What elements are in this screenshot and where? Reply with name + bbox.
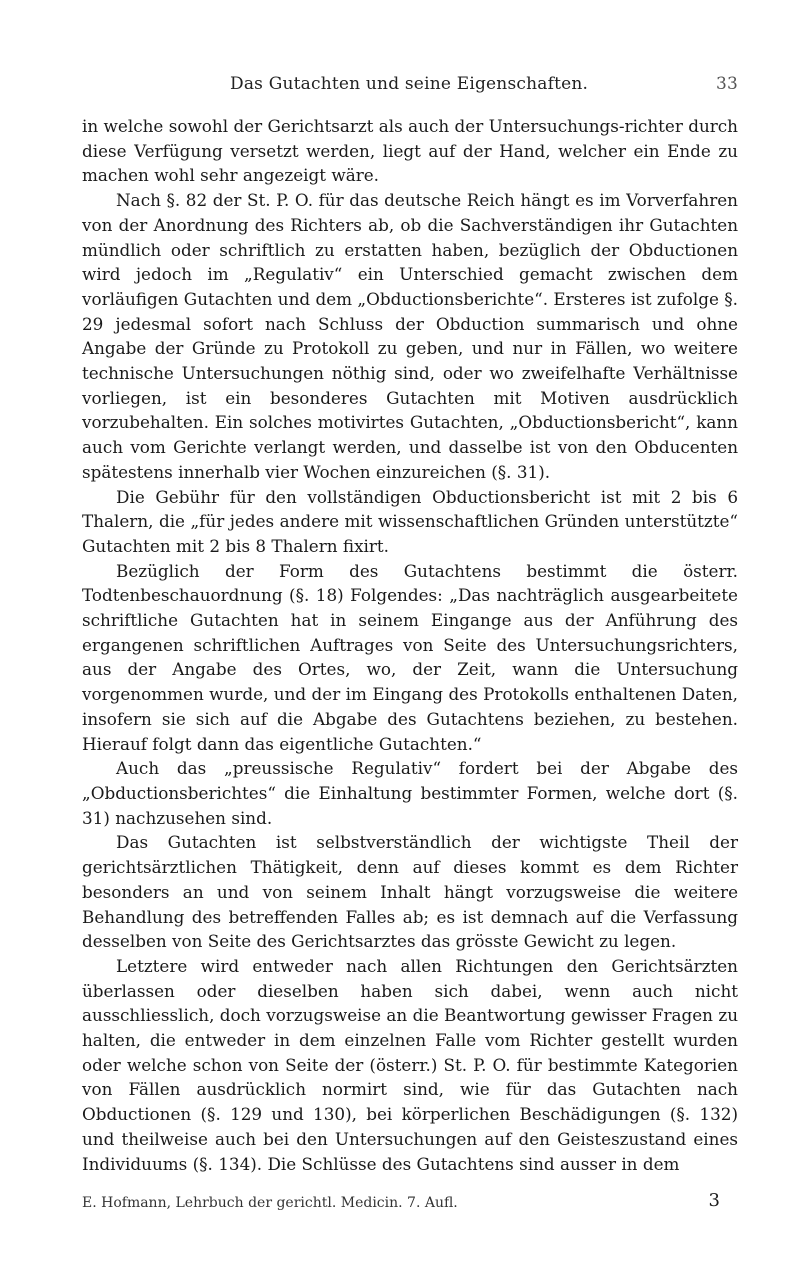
page-number: 33 (715, 74, 738, 94)
paragraph-4: Bezüglich der Form des Gutachtens bestimmt die österr. Todtenbeschauordnung (§. 18) Folgendes: „Das nachträglich ausgearbeitete schriftliche Gutachten hat in seinem Eingange aus der Anführung des ergangenen schriftlichen Auftrages von Seite des Untersuchungsrichters, aus der Angabe des Ortes, wo, der Zeit, wann die Untersuchung vorgenommen wurde, und der im Eingang des Protokolls enthaltenen Daten, insofern sie sich auf die Abgabe des Gutachtens beziehen, zu bestehen. Hierauf folgt dann das eigentliche Gutachten.“ (82, 560, 738, 754)
page-header (82, 74, 738, 98)
paragraph-3: Die Gebühr für den vollständigen Obductionsbericht ist mit 2 bis 6 Thalern, die „für jedes andere mit wissenschaftlichen Gründen unterstützte“ Gutachten mit 2 bis 8 Thalern fixirt. (82, 486, 738, 556)
paragraph-6: Das Gutachten ist selbstverständlich der wichtigste Theil der gerichtsärztlichen Thätigkeit, denn auf dieses kommt es dem Richter besonders an und von seinem Inhalt hängt vorzugsweise die weitere Behandlung des betreffenden Falles ab; es ist demnach auf die Verfassung desselben von Seite des Gerichtsarztes das grösste Gewicht zu legen. (82, 832, 738, 952)
running-head: Das Gutachten und seine Eigenschaften. (230, 74, 589, 94)
footer-reference: E. Hofmann, Lehrbuch der gerichtl. Medicin. 7. Aufl. (82, 1195, 458, 1211)
paragraph-1: in welche sowohl der Gerichtsarzt als auch der Untersuchungs-richter durch diese Verfügung versetzt werden, liegt auf der Hand, welcher ein Ende zu machen wohl sehr angezeigt wäre. (82, 116, 738, 186)
paragraph-5: Auch das „preussische Regulativ“ fordert bei der Abgabe des „Obductionsberichtes“ die Einhaltung bestimmter Formen, welche dort (§. 31) nachzusehen sind. (82, 758, 738, 828)
body-text (82, 114, 738, 1176)
paragraph-7: Letztere wird entweder nach allen Richtungen den Gerichtsärzten überlassen oder dieselben haben sich dabei, wenn auch nicht ausschliesslich, doch vorzugsweise an die Beantwortung gewisser Fragen zu halten, die entweder in dem einzelnen Falle vom Richter gestellt wurden oder welche schon von Seite der (österr.) St. P. O. für bestimmte Kategorien von Fällen ausdrücklich normirt sind, wie für das Gutachten nach Obductionen (§. 129 und 130), bei körperlichen Beschädigungen (§. 132) und theilweise auch bei den Untersuchungen auf den Geisteszustand eines Individuums (§. 134). Die Schlüsse des Gutachtens sind ausser in dem (82, 955, 738, 1174)
paragraph-2: Nach §. 82 der St. P. O. für das deutsche Reich hängt es im Vorverfahren von der Anordnung des Richters ab, ob die Sachverständigen ihr Gutachten mündlich oder schriftlich zu erstatten haben, bezüglich der Obductionen wird jedoch im „Regulativ“ ein Unterschied gemacht zwischen dem vorläufigen Gutachten und dem „Obductionsberichte“. Ersteres ist zufolge §. 29 jedesmal sofort nach Schluss der Obduction summarisch und ohne Angabe der Gründe zu Protokoll zu geben, und nur in Fällen, wo weitere technische Untersuchungen nöthig sind, oder wo zweifelhafte Verhältnisse vorliegen, ist ein besonderes Gutachten mit Motiven ausdrücklich vorzubehalten. Ein solches motivirtes Gutachten, „Obductionsbericht“, kann auch vom Gerichte verlangt werden, und dasselbe ist von den Obducenten spätestens innerhalb vier Wochen einzureichen (§. 31). (82, 190, 738, 482)
signature-mark: 3 (708, 1190, 720, 1211)
